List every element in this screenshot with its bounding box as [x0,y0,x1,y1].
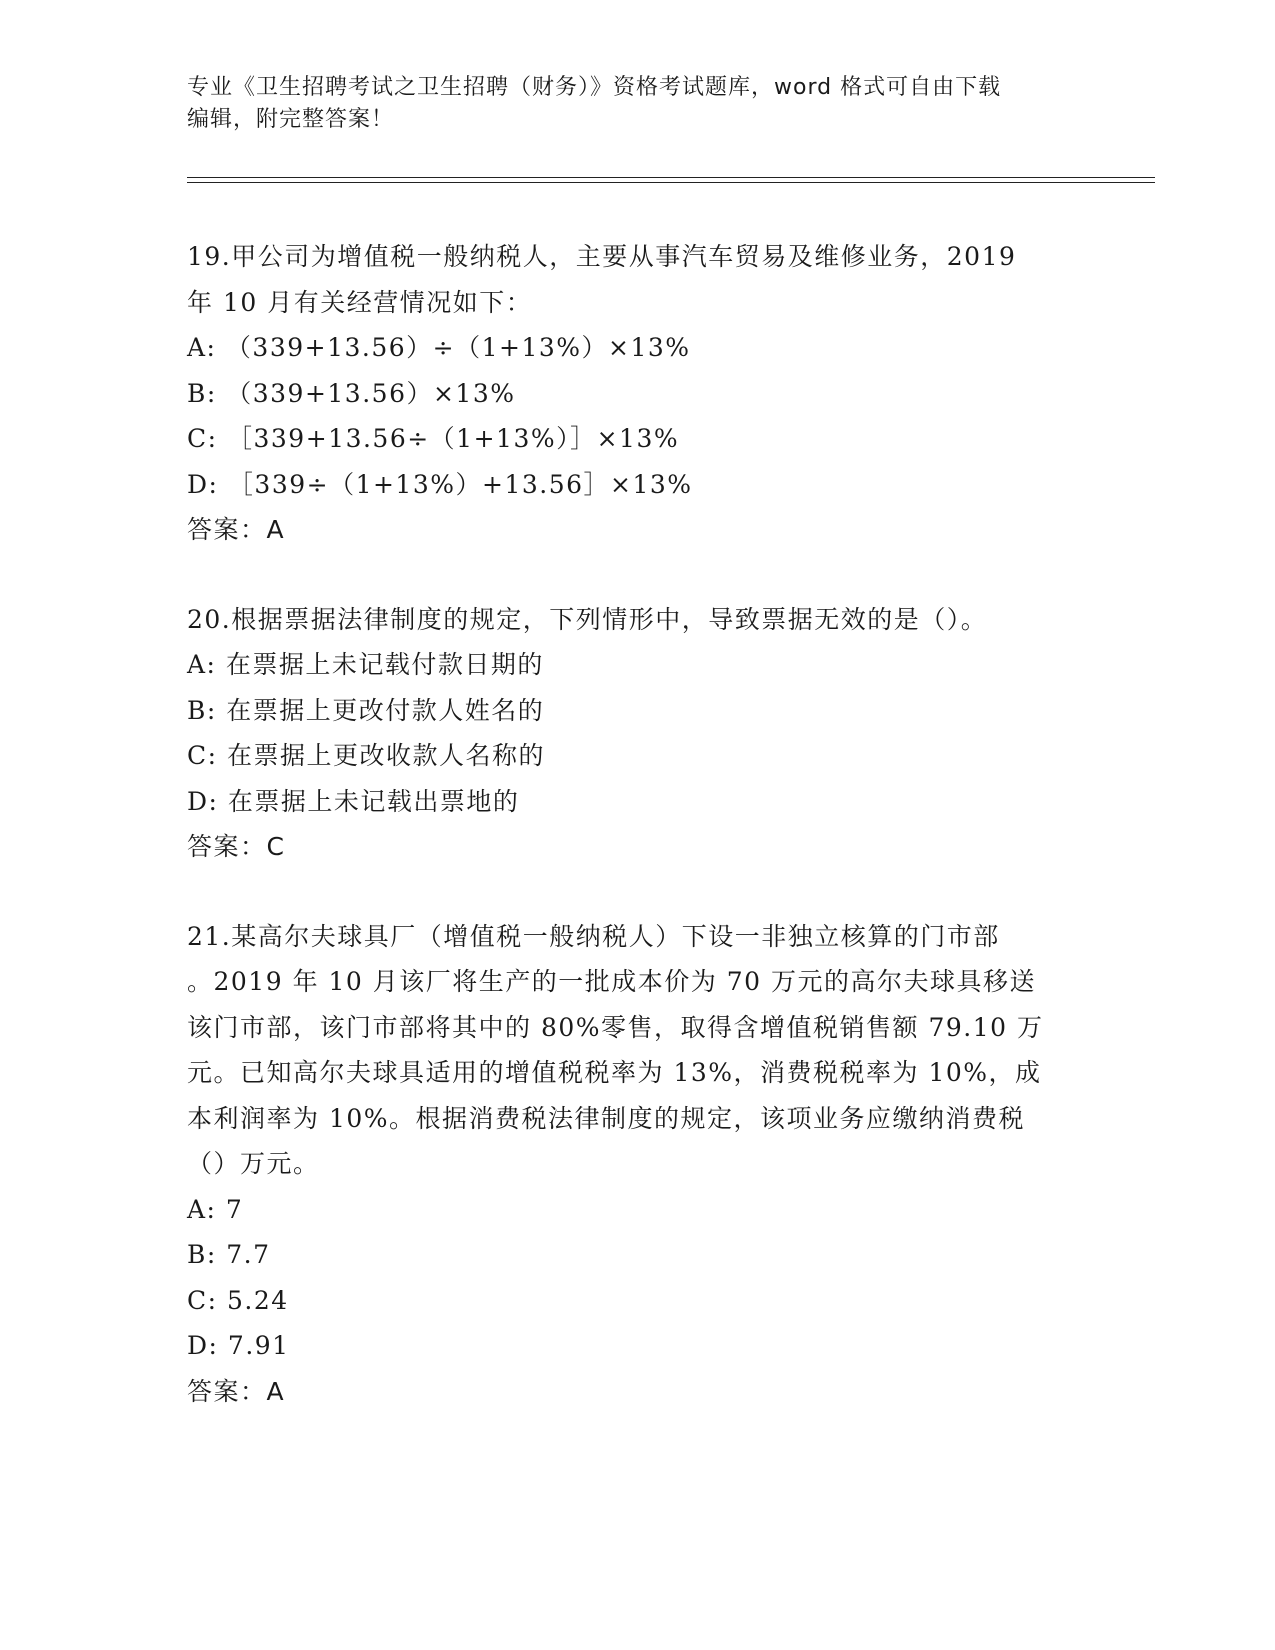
question-21 [187,914,1087,1415]
answer-label: 答案：A [187,515,286,544]
option-b: B: 在票据上更改付款人姓名的 [187,695,545,725]
question-list [187,234,1087,1414]
option-d: D: ［339÷（1+13%）+13.56］×13% [187,469,693,499]
header-rule-bottom [187,182,1155,183]
question-text-line: 19.甲公司为增值税一般纳税人，主要从事汽车贸易及维修业务，2019 [187,242,1017,271]
option-d: D: 在票据上未记载出票地的 [187,786,520,816]
option-d: D: 7.91 [187,1331,290,1360]
question-20 [187,597,1087,870]
question-text-line: 本利润率为 10%。根据消费税法律制度的规定，该项业务应缴纳消费税 [187,1103,1026,1133]
question-text-line: 该门市部，该门市部将其中的 80%零售，取得含增值税销售额 79.10 万 [187,1012,1044,1042]
option-c: C: ［339+13.56÷（1+13%）］×13% [187,424,680,453]
question-19 [187,234,1087,553]
question-text-line: 21.某高尔夫球具厂（增值税一般纳税人）下设一非独立核算的门市部 [187,921,1000,951]
option-b: B: 7.7 [187,1240,271,1269]
option-c: C: 5.24 [187,1285,289,1315]
option-b: B: （339+13.56）×13% [187,378,516,408]
option-a: A: 7 [187,1194,244,1224]
header-rule-top [187,177,1155,178]
answer-label: 答案：A [187,1376,286,1406]
question-text-line: 。2019 年 10 月该厂将生产的一批成本价为 70 万元的高尔夫球具移送 [187,967,1036,996]
header-line-1: 专业《卫生招聘考试之卫生招聘（财务）》资格考试题库，word 格式可自由下载 [187,75,1002,100]
question-text-line: 元。已知高尔夫球具适用的增值税税率为 13%，消费税税率为 10%，成 [187,1058,1042,1087]
option-a: A: （339+13.56）÷（1+13%）×13% [187,333,691,362]
header-line-2: 编辑，附完整答案！ [187,107,395,132]
option-a: A: 在票据上未记载付款日期的 [187,650,544,679]
question-text-line: （）万元。 [187,1149,320,1178]
question-text-line: 年 10 月有关经营情况如下： [187,287,533,317]
question-text-line: 20.根据票据法律制度的规定，下列情形中，导致票据无效的是（）。 [187,604,988,634]
answer-label: 答案：C [187,832,286,861]
option-c: C: 在票据上更改收款人名称的 [187,741,545,770]
document-header [187,72,1087,136]
